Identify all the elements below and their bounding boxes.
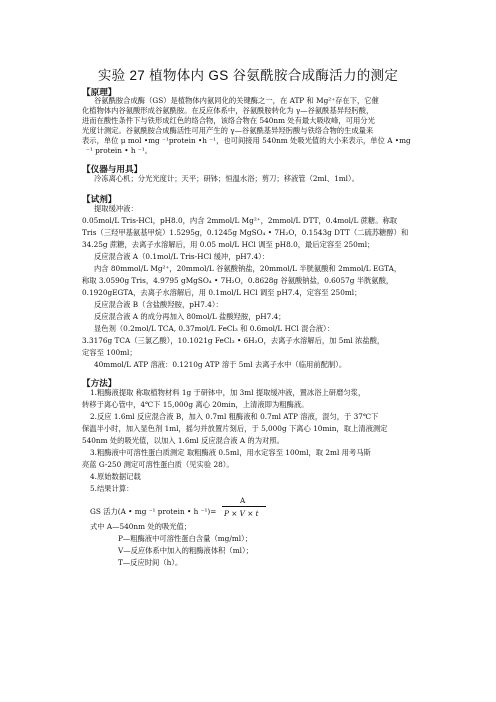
reagent-line: 反应混合液 A 的成分再加入 80mol/L 盐酸羟胺，pH7.4； xyxy=(94,312,286,321)
reagent-line: 0.05mol/L Tris-HCl，pH8.0，内含 2mmol/L Mg²⁺，2mmol/L DTT，0.4mol/L 蔗糖。称取 xyxy=(82,216,398,225)
reagent-line: 34.25g 蔗糖，去离子水溶解后，用 0.05 mol/L HCl 调至 pH8.0，最后定容至 250ml； xyxy=(82,240,375,249)
reagent-line: 反应混合液 A（0.1mol/L Tris-HCl 缓冲，pH7.4）： xyxy=(94,252,270,261)
reagent-line: Tris（三羟甲基氨基甲烷）1.5295g，0.1245g MgSO₄ • 7H₂O，0.1543g DTT（二硫苏糖醇）和 xyxy=(82,228,409,237)
reagent-line: 40mmol/L ATP 溶液：0.1210g ATP 溶于 5ml 去离子水中（临用前配制）。 xyxy=(94,360,347,369)
principle-line: 光度计测定。谷氨酰胺合成酶活性可用产生的 γ—谷氨酰基异羟肟酸与铁络合物的生成量来 xyxy=(82,126,374,135)
section-heading-method: 【方法】 xyxy=(82,379,117,389)
reagent-line: 称取 3.0590g Tris，4.9795 gMgSO₄ • 7H₂O，0.8628g 谷氨酸钠盐，0.6057g 半胱氨酸， xyxy=(82,276,394,285)
method-line: 540nm 处的吸光值，以加入 1.6ml 反应混合液 A 的为对照。 xyxy=(82,436,284,445)
formula-legend-line: 式中 A—540nm 处的吸光值； xyxy=(90,522,192,531)
principle-line: 表示，单位 μ mol •mg ⁻¹protein •h ⁻¹，也可间接用 540nm 处吸光值的大小来表示，单位 A •mg xyxy=(82,136,411,145)
reagent-line: 内含 80mmol/L Mg²⁺，20mmol/L 谷氨酸钠盐，20mmol/L 半胱氨酸和 2mmol/L EGTA， xyxy=(94,264,402,273)
section-heading-reagents: 【试剂】 xyxy=(82,195,117,205)
principle-line: 进而在酸性条件下与铁形成红色的络合物，该络合物在 540nm 处有最大吸收峰，可用分光 xyxy=(82,116,375,125)
method-line: 3.粗酶液中可溶性蛋白质测定 取粗酶液 0.5ml，用水定容至 100ml，取 2ml 用考马斯 xyxy=(90,448,371,457)
reagent-line: 定容至 100ml； xyxy=(82,348,137,357)
formula-numerator: A xyxy=(240,496,246,505)
reagent-line: 0.1920gEGTA，去离子水溶解后，用 0.1mol/L HCl 调至 pH7.4，定容至 250ml； xyxy=(82,288,362,297)
page-title: 实验 27 植物体内 GS 谷氨酰胺合成酶活力的测定 xyxy=(97,68,399,83)
formula-legend-line: V—反应体系中加入的粗酶液体积（ml）； xyxy=(118,546,253,555)
method-line: 保温半小时，加入显色剂 1ml，摇匀并放置片刻后，于 5,000g 下离心 10min，取上清液测定 xyxy=(82,424,388,433)
principle-line: ⁻¹ protein • h ⁻¹。 xyxy=(86,146,152,155)
method-line: 1.粗酶液提取 称取植物材料 1g 于研钵中，加 3ml 提取缓冲液，置冰浴上研磨匀浆， xyxy=(90,388,366,397)
reagent-line: 显色剂（0.2mol/L TCA, 0.37mol/L FeCl₃ 和 0.6mol/L HCl 混合液）： xyxy=(94,324,335,333)
formula-denominator: P × V × t xyxy=(224,509,259,518)
formula-fraction-bar xyxy=(222,506,266,507)
section-heading-principle: 【原理】 xyxy=(82,88,117,98)
method-line: 转移于离心管中，4℃下 15,000g 离心 20min，上清液即为粗酶液。 xyxy=(82,400,309,409)
reagent-line: 3.3176g TCA（三氯乙酸），10.1021g FeCl₃ • 6H₂O，去离子水溶解后，加 5ml 浓盐酸， xyxy=(82,336,385,345)
formula-legend-line: T—反应时间（h）。 xyxy=(118,558,183,567)
principle-line: 谷氨酰胺合成酶（GS）是植物体内氨同化的关键酶之一，在 ATP 和 Mg²⁺存在下，它催 xyxy=(94,96,379,105)
principle-line: 化植物体内谷氨酸形成谷氨酰胺。在反应体系中，谷氨酰胺转化为 γ—谷氨酰基异羟肟酸， xyxy=(82,106,374,115)
reagent-line: 提取缓冲液： xyxy=(94,204,138,213)
reagent-line: 反应混合液 B（含盐酸羟胺，pH7.4）： xyxy=(94,300,223,309)
method-line: 5.结果计算： xyxy=(90,484,134,493)
formula-legend-line: P—粗酶液中可溶性蛋白含量（mg/ml）； xyxy=(118,534,253,543)
method-line: 亮蓝 G-250 测定可溶性蛋白质（见实验 28）。 xyxy=(82,460,234,469)
formula-lhs: GS 活力(A • mg ⁻¹ protein • h ⁻¹)= xyxy=(90,507,217,516)
section-heading-instruments: 【仪器与用具】 xyxy=(82,165,143,175)
instrument-line: 冷冻离心机；分光光度计；天平；研钵；恒温水浴；剪刀；移液管（2ml、1ml）。 xyxy=(94,174,359,183)
method-line: 4.原始数据记载 xyxy=(90,472,141,481)
method-line: 2.反应 1.6ml 反应混合液 B，加入 0.7ml 粗酶液和 0.7ml ATP 溶液，混匀，于 37℃下 xyxy=(90,412,379,421)
